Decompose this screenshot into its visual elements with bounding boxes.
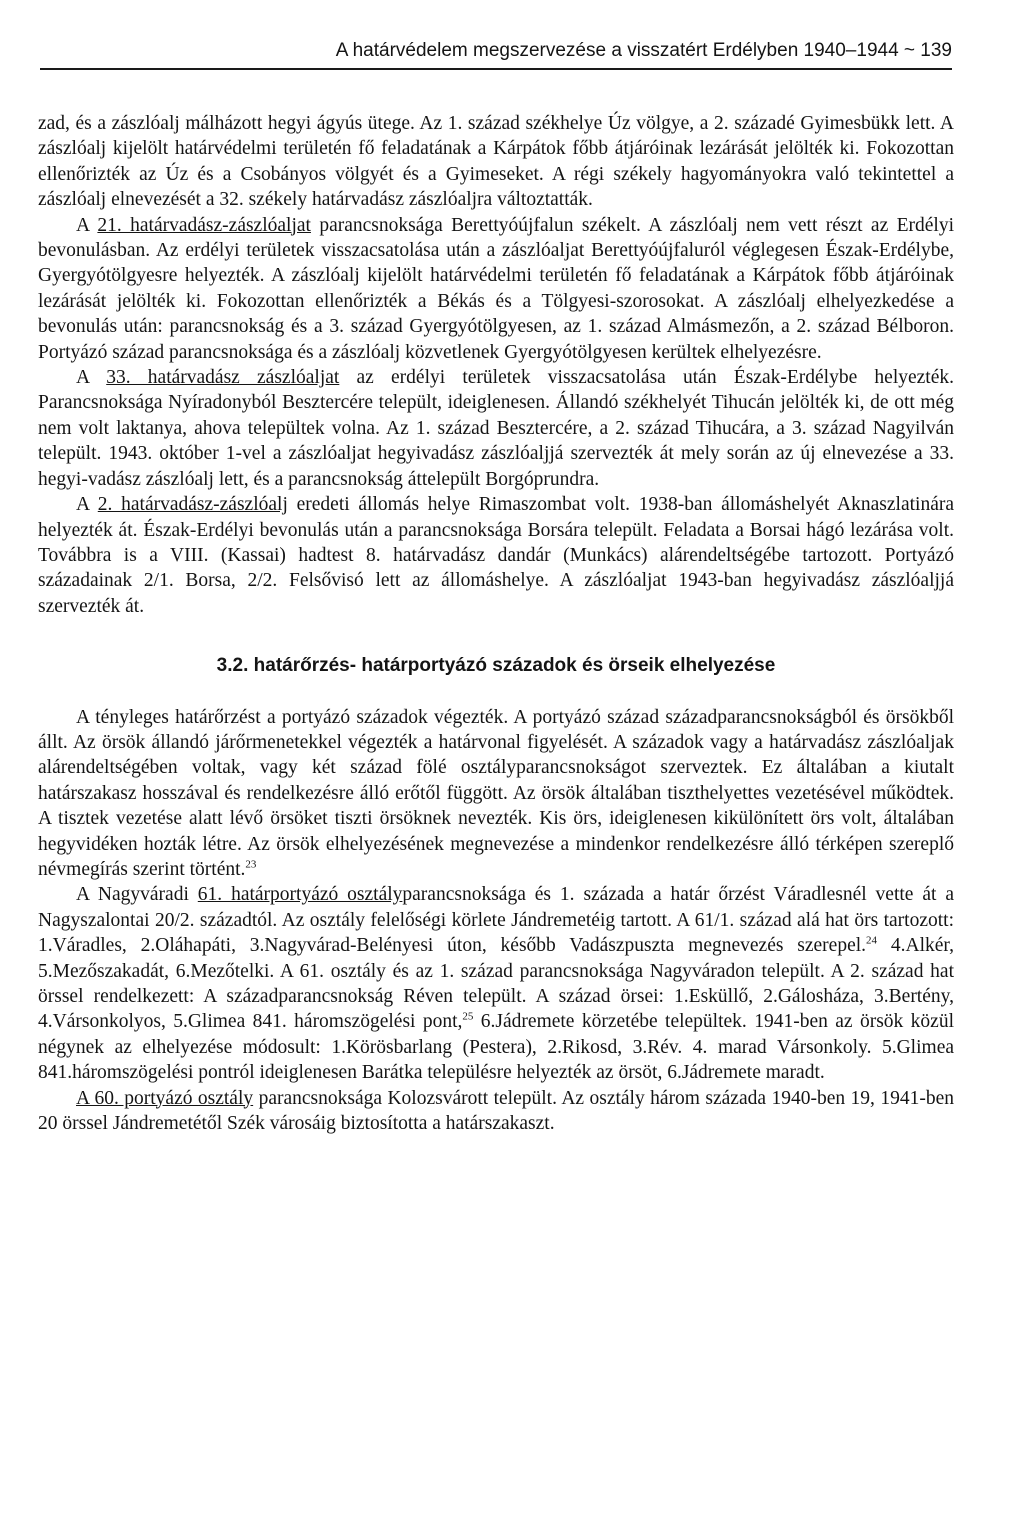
paragraph-text: parancsnoksága Kolozsvárott települt. Az osztály három százada 1940-ben 19, 1941-ben 20 örssel Jándremetétől Szék városáig biztosította a határszakaszt.: [38, 1087, 954, 1135]
paragraph-21-battalion: [38, 213, 954, 365]
footnote-ref: 24: [866, 934, 878, 947]
footnote-ref: 23: [245, 858, 257, 871]
paragraph-text: az erdélyi területek visszacsatolása után Észak-Erdélybe helyezték. Parancsnoksága Nyíradonyból Besztercére települt, ideiglenesen. Állandó székhelyét Tihucán jelölték ki, de ott még nem volt laktanya, ahova települtek volna. Az 1. század Besztercére, a 2. század Tihucára, a 3. század Nagyilván települt. 1943. október 1-vel a zászlóaljat hegyivadász zászlóaljjá szervezték át mely során az új elnevezése a 33. hegyi-vadász zászlóalj lett, és a parancsnokság áttelepült Borgóprundra.: [38, 367, 955, 490]
unit-name-underlined: 2. határvadász-zászlóalj: [97, 494, 288, 516]
paragraph-text: parancsnoksága Berettyóújfalun székelt. A zászlóalj nem vett részt az Erdélyi bevonulásban. Az erdélyi területek visszacsatolása után a zászlóaljat Berettyóújfaluról véglegesen Észak-Erdélybe, Gyergyótölgyesre helyezték. A zászlóalj kijelölt határvédelmi területén fő feladatának a Kárpátok főbb átjáróinak lezárását jelölték ki. Fokozottan ellenőrizték a Békás és a Tölgyesi-szorosokat. A zászlóalj elhelyezkedése a bevonulás után: parancsnokság és a 3. század Gyergyótölgyesen, az 1. század Almásmezőn, a 2. század Bélboron. Portyázó század parancsnoksága és a zászlóalj közvetlenek Gyergyótölgyesen kerültek elhelyezésre.: [38, 214, 955, 363]
paragraph-text: 6.Jádremete körzetébe települtek. 1941-ben az örsök közül négynek az elhelyezése módosult: 1.Körösbarlang (Pestera), 2.Rikosd, 3.Rév. 4. marad Vársonkoly. 5.Glimea 841.háromszögelési pontról ideiglenesen Barátka településre helyezték az örsöt, 6.Jádremete maradt.: [38, 1011, 954, 1084]
unit-name-underlined: 21. határvadász-zászlóaljat: [97, 214, 311, 236]
unit-name-underlined: 61. határportyázó osztály: [197, 884, 403, 906]
paragraph-lead: A: [76, 367, 107, 389]
paragraph-60-division: [38, 1086, 954, 1137]
paragraph-lead: A Nagyváradi: [76, 884, 198, 906]
paragraph-2-battalion: [38, 492, 954, 619]
paragraph-continued: zad, és a zászlóalj málházott hegyi ágyús ütege. Az 1. század székhelye Úz völgye, a 2. századé Gyimesbükk lett. A zászlóalj kijelölt határvédelmi területén fő feladatának a Kárpátok főbb átjáróinak lezárását jelölték ki. Fokozottan ellenőrizték az Úz és a Csobányos völgyét és a Gyimeseket. A régi székely hagyományokra való tekintettel a zászlóalj elnevezését a 32. székely határvadász zászlóaljra változtatták.: [38, 113, 954, 211]
paragraph-33-battalion: [38, 365, 954, 492]
paragraph-61-division: [38, 882, 954, 1085]
paragraph-text: eredeti állomás helye Rimaszombat volt. 1938-ban állomáshelyét Aknaszlatinára helyezték át. Észak-Erdélyi bevonulás után a parancsnoksága Borsára települt. Feladata a Borsai hágó lezárása volt. Továbbra is a VIII. (Kassai) hadtest 8. határvadász dandár (Munkács) alárendeltségébe tartozott. Portyázó századainak 2/1. Borsa, 2/2. Felsővisó lett az állomáshelye. A zászlóaljat 1943-ban hegyivadász zászlóaljjá szervezték át.: [38, 494, 955, 617]
running-title: A határvédelem megszervezése a visszatért Erdélyben 1940–1944 ~ 139: [335, 40, 952, 61]
unit-name-underlined: A 60. portyázó osztály: [76, 1087, 254, 1109]
running-header: [40, 40, 952, 70]
paragraph-lead: A: [76, 494, 98, 516]
page-body: [38, 111, 954, 1136]
paragraph-lead: A: [76, 214, 98, 236]
paragraph-text: A tényleges határőrzést a portyázó századok végezték. A portyázó század századparancsnokságból és örsökből állt. Az örsök állandó járőrmenetekkel végezték a határvonal figyelését. A századok vagy a határvadász zászlóaljak alárendeltségében voltak, vagy két század fölé osztályparancsnokságot szerveztek. Ez általában a kiutalt határszakasz hosszával és rendelkezésre álló erőtől függött. Az örsök általában tiszthelyettes vezetésével működtek. A tisztek vezetése alatt lévő örsöket tiszti örsöknek nevezték. Kis örs, ideiglenesen kikülönített örs volt, általában hegyvidéken hozták létre. Az örsök elhelyezésének megnevezése a mindenkor rendelkezésre álló térképen szereplő névmegírás szerint történt.: [38, 706, 954, 880]
section-heading: 3.2. határőrzés- határportyázó századok és örseik elhelyezése: [216, 655, 776, 677]
unit-name-underlined: 33. határvadász zászlóaljat: [106, 367, 340, 389]
paragraph-text: parancsnoksága és 1. százada a határ őrzést Váradlesnél vette át a Nagyszalontai 20/2. századtól. Az osztály felelőségi körlete Jándremetéig tartott. A 61/1. század alá hat örs tartozott: 1.Váradles, 2.Oláhapáti, 3.Nagyvárad-Belényesi úton, később Vadászpuszta megnevezés szerepel.: [38, 884, 954, 957]
footnote-ref: 25: [462, 1010, 474, 1023]
paragraph-text: 4.Alkér, 5.Mezőszakadát, 6.Mezőtelki. A 61. osztály és az 1. század parancsnoksága Nagyváradon települt. A 2. század hat örssel rendelkezett: A századparancsnokság Réven települt. A század örsei: 1.Esküllő, 2.Gálosháza, 3.Bertény, 4.Vársonkolyos, 5.Glimea 841. háromszögelési pont,: [38, 935, 955, 1033]
paragraph-border-guard: [38, 705, 954, 883]
